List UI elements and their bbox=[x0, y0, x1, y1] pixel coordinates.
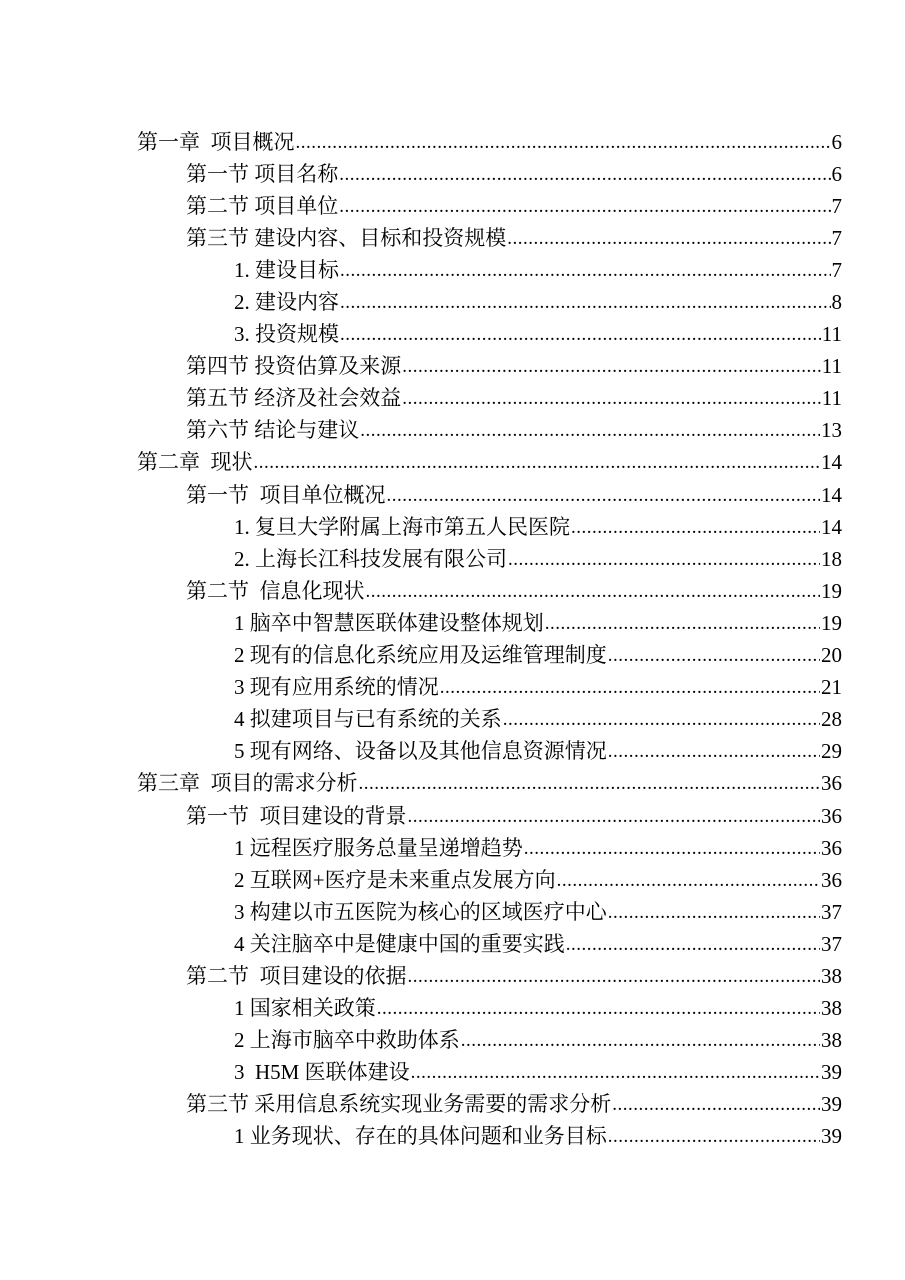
toc-leader-dots bbox=[402, 357, 821, 376]
toc-entry[interactable] bbox=[0, 447, 905, 479]
toc-entry[interactable] bbox=[0, 704, 905, 736]
toc-leader-dots bbox=[503, 710, 820, 729]
toc-entry[interactable] bbox=[0, 960, 905, 992]
toc-entry-page-number: 11 bbox=[821, 354, 842, 379]
toc-entry[interactable] bbox=[0, 543, 905, 575]
toc-entry[interactable] bbox=[0, 736, 905, 768]
toc-entry-page-number: 38 bbox=[821, 996, 842, 1021]
toc-entry-title: 4 拟建项目与已有系统的关系 bbox=[234, 707, 502, 732]
toc-entry-page-number: 11 bbox=[821, 322, 842, 347]
toc-entry[interactable] bbox=[0, 896, 905, 928]
toc-leader-dots bbox=[254, 453, 821, 472]
toc-entry-title: 3 构建以市五医院为核心的区域医疗中心 bbox=[234, 899, 607, 924]
toc-entry-title: 第三节 建设内容、目标和投资规模 bbox=[186, 225, 507, 250]
toc-entry[interactable] bbox=[0, 1089, 905, 1121]
toc-leader-dots bbox=[339, 197, 830, 216]
toc-entry-title: 2 上海市脑卒中救助体系 bbox=[234, 1028, 460, 1053]
toc-entry-page-number: 11 bbox=[821, 386, 842, 411]
toc-entry-title: 第三章 项目的需求分析 bbox=[137, 771, 358, 796]
toc-leader-dots bbox=[524, 839, 820, 858]
toc-entry-page-number: 19 bbox=[821, 578, 842, 603]
toc-entry[interactable] bbox=[0, 383, 905, 415]
toc-entry[interactable] bbox=[0, 864, 905, 896]
toc-entry-page-number: 36 bbox=[821, 803, 842, 828]
toc-leader-dots bbox=[557, 871, 820, 890]
toc-entry[interactable] bbox=[0, 158, 905, 190]
toc-leader-dots bbox=[545, 614, 820, 633]
toc-entry-page-number: 39 bbox=[821, 1060, 842, 1085]
toc-entry-title: 2. 上海长江科技发展有限公司 bbox=[234, 546, 507, 571]
toc-entry[interactable] bbox=[0, 1057, 905, 1089]
toc-entry-title: 第四节 投资估算及来源 bbox=[186, 354, 402, 379]
toc-entry-page-number: 7 bbox=[831, 257, 842, 282]
toc-leader-dots bbox=[508, 550, 820, 569]
toc-entry[interactable] bbox=[0, 511, 905, 543]
toc-entry-title: 第二节 信息化现状 bbox=[186, 578, 365, 603]
toc-entry-page-number: 7 bbox=[831, 225, 842, 250]
toc-entry[interactable] bbox=[0, 351, 905, 383]
toc-entry-page-number: 8 bbox=[831, 290, 842, 315]
toc-leader-dots bbox=[411, 1063, 820, 1082]
toc-entry[interactable] bbox=[0, 126, 905, 158]
toc-entry-title: 3 H5M 医联体建设 bbox=[234, 1060, 410, 1085]
toc-entry[interactable] bbox=[0, 1121, 905, 1153]
toc-entry[interactable] bbox=[0, 190, 905, 222]
toc-entry-title: 1. 建设目标 bbox=[234, 257, 339, 282]
toc-entry-title: 1. 复旦大学附属上海市第五人民医院 bbox=[234, 514, 570, 539]
toc-entry-page-number: 21 bbox=[821, 675, 842, 700]
toc-entry-page-number: 7 bbox=[831, 193, 842, 218]
toc-entry[interactable] bbox=[0, 928, 905, 960]
toc-entry[interactable] bbox=[0, 1025, 905, 1057]
toc-entry-page-number: 39 bbox=[821, 1124, 842, 1149]
toc-entry[interactable] bbox=[0, 993, 905, 1025]
toc-entry-title: 2 互联网+医疗是未来重点发展方向 bbox=[234, 867, 556, 892]
toc-leader-dots bbox=[296, 133, 831, 152]
toc-leader-dots bbox=[387, 486, 821, 505]
toc-leader-dots bbox=[608, 646, 820, 665]
toc-entry-title: 2. 建设内容 bbox=[234, 290, 339, 315]
toc-entry-page-number: 20 bbox=[821, 643, 842, 668]
toc-entry-page-number: 37 bbox=[821, 931, 842, 956]
toc-entry[interactable] bbox=[0, 800, 905, 832]
toc-leader-dots bbox=[340, 325, 821, 344]
toc-entry-page-number: 14 bbox=[821, 514, 842, 539]
toc-leader-dots bbox=[408, 807, 821, 826]
toc-leader-dots bbox=[461, 1031, 820, 1050]
toc-entry[interactable] bbox=[0, 415, 905, 447]
toc-entry-title: 5 现有网络、设备以及其他信息资源情况 bbox=[234, 739, 607, 764]
toc-entry-title: 第二节 项目建设的依据 bbox=[186, 963, 407, 988]
toc-leader-dots bbox=[612, 1095, 820, 1114]
toc-entry-page-number: 6 bbox=[831, 161, 842, 186]
toc-leader-dots bbox=[402, 389, 821, 408]
toc-leader-dots bbox=[507, 229, 830, 248]
toc-leader-dots bbox=[571, 518, 820, 537]
toc-entry-page-number: 38 bbox=[821, 1028, 842, 1053]
toc-entry[interactable] bbox=[0, 479, 905, 511]
toc-entry-title: 1 业务现状、存在的具体问题和业务目标 bbox=[234, 1124, 607, 1149]
toc-entry[interactable] bbox=[0, 672, 905, 704]
toc-entry-page-number: 14 bbox=[821, 482, 842, 507]
toc-entry-page-number: 19 bbox=[821, 610, 842, 635]
toc-entry-title: 1 国家相关政策 bbox=[234, 996, 376, 1021]
toc-entry-title: 第一节 项目建设的背景 bbox=[186, 803, 407, 828]
toc-entry-title: 第二章 现状 bbox=[137, 450, 253, 475]
toc-leader-dots bbox=[340, 261, 831, 280]
toc-entry[interactable] bbox=[0, 254, 905, 286]
toc-entry-page-number: 36 bbox=[821, 771, 842, 796]
toc-entry-title: 3 现有应用系统的情况 bbox=[234, 675, 439, 700]
toc-entry-title: 第三节 采用信息系统实现业务需要的需求分析 bbox=[186, 1092, 612, 1117]
toc-entry-title: 第五节 经济及社会效益 bbox=[186, 386, 402, 411]
toc-entry-title: 3. 投资规模 bbox=[234, 322, 339, 347]
toc-leader-dots bbox=[360, 421, 820, 440]
toc-entry-title: 第一节 项目单位概况 bbox=[186, 482, 386, 507]
toc-entry-title: 1 远程医疗服务总量呈递增趋势 bbox=[234, 835, 523, 860]
toc-entry-title: 第一章 项目概况 bbox=[137, 129, 295, 154]
toc-leader-dots bbox=[339, 165, 830, 184]
toc-entry[interactable] bbox=[0, 607, 905, 639]
toc-entry[interactable] bbox=[0, 832, 905, 864]
toc-leader-dots bbox=[608, 903, 820, 922]
toc-entry-page-number: 37 bbox=[821, 899, 842, 924]
toc-entry-page-number: 36 bbox=[821, 867, 842, 892]
toc-entry-title: 第六节 结论与建议 bbox=[186, 418, 360, 443]
toc-entry[interactable] bbox=[0, 575, 905, 607]
toc-entry[interactable] bbox=[0, 286, 905, 318]
toc-entry-page-number: 18 bbox=[821, 546, 842, 571]
toc-leader-dots bbox=[340, 293, 831, 312]
toc-entry-page-number: 28 bbox=[821, 707, 842, 732]
toc-entry-title: 第一节 项目名称 bbox=[186, 161, 339, 186]
toc-entry[interactable] bbox=[0, 768, 905, 800]
toc-entry[interactable] bbox=[0, 222, 905, 254]
table-of-contents bbox=[0, 126, 905, 1153]
toc-entry-title: 第二节 项目单位 bbox=[186, 193, 339, 218]
toc-entry-page-number: 13 bbox=[821, 418, 842, 443]
toc-leader-dots bbox=[359, 774, 821, 793]
toc-entry-title: 2 现有的信息化系统应用及运维管理制度 bbox=[234, 643, 607, 668]
toc-leader-dots bbox=[608, 1127, 820, 1146]
toc-entry-title: 1 脑卒中智慧医联体建设整体规划 bbox=[234, 610, 544, 635]
toc-leader-dots bbox=[366, 582, 821, 601]
toc-entry-page-number: 36 bbox=[821, 835, 842, 860]
toc-leader-dots bbox=[440, 678, 820, 697]
toc-entry-page-number: 14 bbox=[821, 450, 842, 475]
toc-leader-dots bbox=[566, 935, 820, 954]
toc-entry-page-number: 29 bbox=[821, 739, 842, 764]
toc-leader-dots bbox=[608, 742, 820, 761]
toc-leader-dots bbox=[408, 967, 821, 986]
toc-entry-page-number: 38 bbox=[821, 963, 842, 988]
toc-entry-page-number: 6 bbox=[831, 129, 842, 154]
toc-entry-title: 4 关注脑卒中是健康中国的重要实践 bbox=[234, 931, 565, 956]
toc-entry[interactable] bbox=[0, 640, 905, 672]
toc-leader-dots bbox=[377, 999, 820, 1018]
toc-entry[interactable] bbox=[0, 319, 905, 351]
toc-entry-page-number: 39 bbox=[821, 1092, 842, 1117]
